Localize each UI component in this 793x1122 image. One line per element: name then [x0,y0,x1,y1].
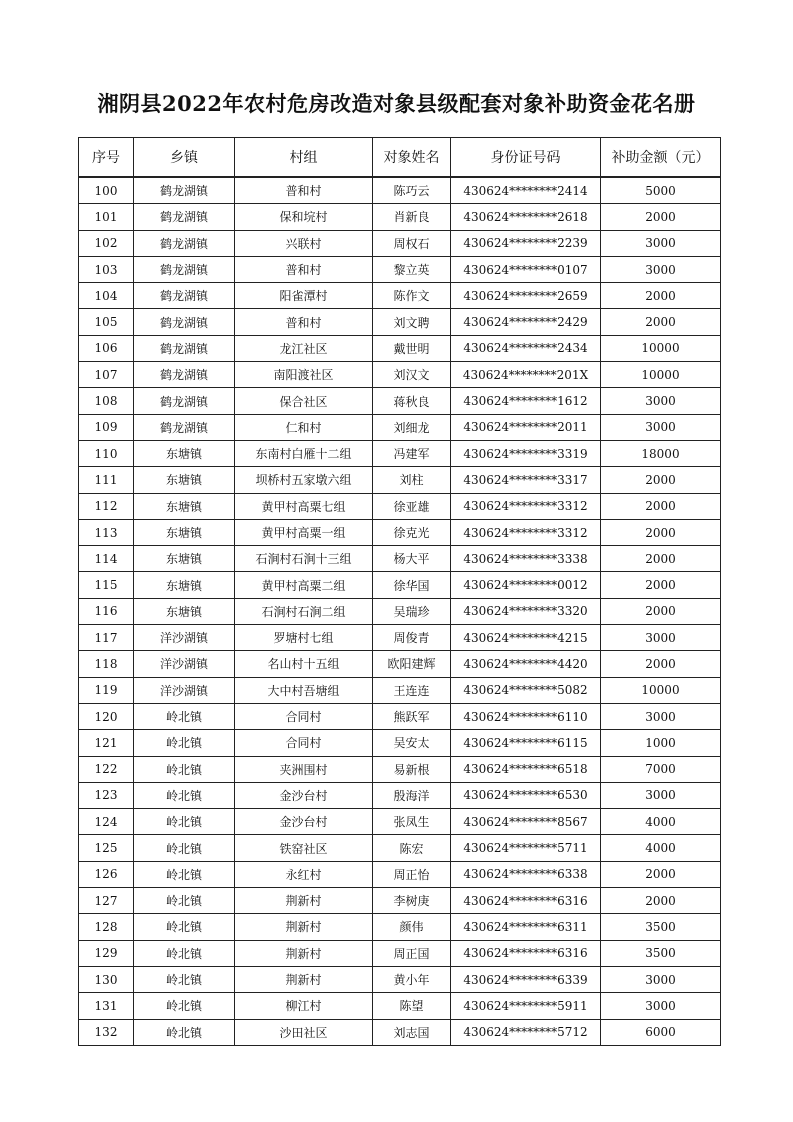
village-group-cell: 金沙台村 [235,782,373,808]
township-cell: 洋沙湖镇 [134,677,235,703]
serial-number-cell: 111 [79,467,134,493]
recipient-name-cell: 戴世明 [373,335,451,361]
id-number-cell: 430624********2429 [451,309,601,335]
township-cell: 东塘镇 [134,572,235,598]
serial-number-cell: 114 [79,546,134,572]
table-row [79,362,721,388]
village-group-cell: 铁窑社区 [235,835,373,861]
id-number-cell: 430624********6530 [451,782,601,808]
table-row [79,861,721,887]
serial-number-cell: 130 [79,966,134,992]
serial-number-cell: 122 [79,756,134,782]
id-number-cell: 430624********4215 [451,625,601,651]
village-group-cell: 龙江社区 [235,335,373,361]
subsidy-amount-cell: 3000 [601,256,721,282]
township-cell: 东塘镇 [134,598,235,624]
recipient-name-cell: 周权石 [373,230,451,256]
recipient-name-cell: 吴安太 [373,730,451,756]
recipient-name-cell: 黎立英 [373,256,451,282]
village-group-cell: 荆新村 [235,966,373,992]
page-title: 湘阴县2022年农村危房改造对象县级配套对象补助资金花名册 [97,91,696,116]
table-row [79,966,721,992]
subsidy-amount-cell: 2000 [601,283,721,309]
subsidy-amount-cell: 3000 [601,625,721,651]
subsidy-amount-cell: 3000 [601,993,721,1019]
table-row [79,335,721,361]
recipient-name-cell: 蒋秋良 [373,388,451,414]
village-group-cell: 南阳渡社区 [235,362,373,388]
subsidy-amount-cell: 18000 [601,440,721,466]
subsidy-amount-cell: 4000 [601,809,721,835]
table-row [79,177,721,204]
header-id-number: 身份证号码 [451,138,601,178]
subsidy-amount-cell: 10000 [601,677,721,703]
township-cell: 鹤龙湖镇 [134,335,235,361]
id-number-cell: 430624********4420 [451,651,601,677]
township-cell: 鹤龙湖镇 [134,388,235,414]
table-row [79,440,721,466]
serial-number-cell: 112 [79,493,134,519]
id-number-cell: 430624********3312 [451,519,601,545]
id-number-cell: 430624********2659 [451,283,601,309]
id-number-cell: 430624********0107 [451,256,601,282]
id-number-cell: 430624********5082 [451,677,601,703]
subsidy-amount-cell: 3000 [601,414,721,440]
header-township: 乡镇 [134,138,235,178]
village-group-cell: 坝桥村五家墩六组 [235,467,373,493]
village-group-cell: 保和垸村 [235,204,373,230]
township-cell: 岭北镇 [134,782,235,808]
table-row [79,572,721,598]
recipient-name-cell: 徐亚雄 [373,493,451,519]
serial-number-cell: 115 [79,572,134,598]
subsidy-amount-cell: 5000 [601,177,721,204]
id-number-cell: 430624********3317 [451,467,601,493]
subsidy-amount-cell: 2000 [601,546,721,572]
id-number-cell: 430624********6115 [451,730,601,756]
subsidy-amount-cell: 3000 [601,782,721,808]
recipient-name-cell: 李树庚 [373,888,451,914]
id-number-cell: 430624********6339 [451,966,601,992]
recipient-name-cell: 肖新良 [373,204,451,230]
header-village-group: 村组 [235,138,373,178]
village-group-cell: 金沙台村 [235,809,373,835]
recipient-name-cell: 熊跃军 [373,703,451,729]
header-row [79,138,721,178]
subsidy-amount-cell: 3000 [601,230,721,256]
subsidy-amount-cell: 3000 [601,703,721,729]
village-group-cell: 黄甲村高粟一组 [235,519,373,545]
township-cell: 岭北镇 [134,809,235,835]
subsidy-amount-cell: 2000 [601,467,721,493]
recipient-name-cell: 刘细龙 [373,414,451,440]
village-group-cell: 合同村 [235,730,373,756]
serial-number-cell: 103 [79,256,134,282]
id-number-cell: 430624********3338 [451,546,601,572]
recipient-name-cell: 陈巧云 [373,177,451,204]
township-cell: 鹤龙湖镇 [134,414,235,440]
id-number-cell: 430624********3312 [451,493,601,519]
village-group-cell: 名山村十五组 [235,651,373,677]
id-number-cell: 430624********5911 [451,993,601,1019]
table-row [79,730,721,756]
table-row [79,888,721,914]
id-number-cell: 430624********2434 [451,335,601,361]
table-row [79,546,721,572]
village-group-cell: 黄甲村高粟二组 [235,572,373,598]
table-row [79,598,721,624]
recipient-name-cell: 刘汉文 [373,362,451,388]
table-row [79,677,721,703]
serial-number-cell: 126 [79,861,134,887]
township-cell: 东塘镇 [134,546,235,572]
id-number-cell: 430624********5712 [451,1019,601,1045]
table-row [79,388,721,414]
township-cell: 东塘镇 [134,519,235,545]
township-cell: 岭北镇 [134,993,235,1019]
table-row [79,493,721,519]
township-cell: 鹤龙湖镇 [134,309,235,335]
township-cell: 鹤龙湖镇 [134,283,235,309]
village-group-cell: 普和村 [235,177,373,204]
subsidy-amount-cell: 10000 [601,335,721,361]
id-number-cell: 430624********6316 [451,940,601,966]
serial-number-cell: 101 [79,204,134,230]
table-row [79,940,721,966]
id-number-cell: 430624********6518 [451,756,601,782]
recipient-name-cell: 黄小年 [373,966,451,992]
village-group-cell: 兴联村 [235,230,373,256]
table-row [79,703,721,729]
table-row [79,914,721,940]
subsidy-amount-cell: 3500 [601,914,721,940]
table-row [79,782,721,808]
village-group-cell: 石涧村石涧十三组 [235,546,373,572]
subsidy-amount-cell: 3000 [601,388,721,414]
id-number-cell: 430624********201X [451,362,601,388]
id-number-cell: 430624********0012 [451,572,601,598]
subsidy-amount-cell: 2000 [601,572,721,598]
serial-number-cell: 127 [79,888,134,914]
serial-number-cell: 110 [79,440,134,466]
id-number-cell: 430624********3320 [451,598,601,624]
serial-number-cell: 107 [79,362,134,388]
subsidy-roster-table [78,137,721,1046]
serial-number-cell: 117 [79,625,134,651]
township-cell: 鹤龙湖镇 [134,204,235,230]
table-header [79,138,721,178]
table-body [79,177,721,1045]
table-row [79,256,721,282]
serial-number-cell: 118 [79,651,134,677]
table-row [79,1019,721,1045]
subsidy-amount-cell: 2000 [601,861,721,887]
table-row [79,519,721,545]
table-row [79,283,721,309]
township-cell: 岭北镇 [134,966,235,992]
village-group-cell: 荆新村 [235,888,373,914]
township-cell: 鹤龙湖镇 [134,256,235,282]
subsidy-amount-cell: 2000 [601,888,721,914]
id-number-cell: 430624********2011 [451,414,601,440]
township-cell: 鹤龙湖镇 [134,230,235,256]
table-row [79,467,721,493]
serial-number-cell: 120 [79,703,134,729]
township-cell: 岭北镇 [134,1019,235,1045]
id-number-cell: 430624********6316 [451,888,601,914]
serial-number-cell: 132 [79,1019,134,1045]
serial-number-cell: 113 [79,519,134,545]
table-row [79,625,721,651]
recipient-name-cell: 颜伟 [373,914,451,940]
table-row [79,835,721,861]
recipient-name-cell: 冯建军 [373,440,451,466]
recipient-name-cell: 陈宏 [373,835,451,861]
village-group-cell: 夹洲围村 [235,756,373,782]
id-number-cell: 430624********8567 [451,809,601,835]
subsidy-amount-cell: 1000 [601,730,721,756]
township-cell: 东塘镇 [134,467,235,493]
township-cell: 岭北镇 [134,730,235,756]
subsidy-amount-cell: 3000 [601,966,721,992]
subsidy-amount-cell: 2000 [601,651,721,677]
serial-number-cell: 108 [79,388,134,414]
village-group-cell: 沙田社区 [235,1019,373,1045]
recipient-name-cell: 徐克光 [373,519,451,545]
serial-number-cell: 123 [79,782,134,808]
recipient-name-cell: 刘志国 [373,1019,451,1045]
serial-number-cell: 106 [79,335,134,361]
recipient-name-cell: 周正国 [373,940,451,966]
subsidy-amount-cell: 2000 [601,493,721,519]
id-number-cell: 430624********2239 [451,230,601,256]
township-cell: 岭北镇 [134,940,235,966]
serial-number-cell: 124 [79,809,134,835]
village-group-cell: 罗塘村七组 [235,625,373,651]
subsidy-amount-cell: 2000 [601,204,721,230]
id-number-cell: 430624********2618 [451,204,601,230]
serial-number-cell: 129 [79,940,134,966]
id-number-cell: 430624********3319 [451,440,601,466]
recipient-name-cell: 欧阳建辉 [373,651,451,677]
id-number-cell: 430624********2414 [451,177,601,204]
township-cell: 东塘镇 [134,493,235,519]
township-cell: 岭北镇 [134,861,235,887]
table-row [79,204,721,230]
header-subsidy-amount: 补助金额（元） [601,138,721,178]
serial-number-cell: 131 [79,993,134,1019]
village-group-cell: 石涧村石涧二组 [235,598,373,624]
id-number-cell: 430624********6110 [451,703,601,729]
header-serial-number: 序号 [79,138,134,178]
recipient-name-cell: 刘文聘 [373,309,451,335]
recipient-name-cell: 殷海洋 [373,782,451,808]
table-row [79,309,721,335]
township-cell: 鹤龙湖镇 [134,177,235,204]
village-group-cell: 仁和村 [235,414,373,440]
subsidy-amount-cell: 4000 [601,835,721,861]
village-group-cell: 大中村吾塘组 [235,677,373,703]
subsidy-amount-cell: 7000 [601,756,721,782]
table-row [79,651,721,677]
table-row [79,230,721,256]
subsidy-amount-cell: 2000 [601,309,721,335]
village-group-cell: 合同村 [235,703,373,729]
serial-number-cell: 102 [79,230,134,256]
table-row [79,414,721,440]
subsidy-amount-cell: 3500 [601,940,721,966]
serial-number-cell: 104 [79,283,134,309]
township-cell: 岭北镇 [134,703,235,729]
serial-number-cell: 100 [79,177,134,204]
id-number-cell: 430624********5711 [451,835,601,861]
id-number-cell: 430624********6311 [451,914,601,940]
township-cell: 岭北镇 [134,756,235,782]
recipient-name-cell: 杨大平 [373,546,451,572]
serial-number-cell: 116 [79,598,134,624]
serial-number-cell: 109 [79,414,134,440]
township-cell: 东塘镇 [134,440,235,466]
subsidy-amount-cell: 2000 [601,519,721,545]
township-cell: 岭北镇 [134,888,235,914]
subsidy-amount-cell: 6000 [601,1019,721,1045]
village-group-cell: 永红村 [235,861,373,887]
village-group-cell: 黄甲村高粟七组 [235,493,373,519]
village-group-cell: 保合社区 [235,388,373,414]
recipient-name-cell: 张凤生 [373,809,451,835]
recipient-name-cell: 陈望 [373,993,451,1019]
recipient-name-cell: 王连连 [373,677,451,703]
recipient-name-cell: 徐华国 [373,572,451,598]
serial-number-cell: 119 [79,677,134,703]
village-group-cell: 荆新村 [235,914,373,940]
table-row [79,809,721,835]
township-cell: 岭北镇 [134,914,235,940]
township-cell: 洋沙湖镇 [134,625,235,651]
table-row [79,993,721,1019]
village-group-cell: 东南村白雁十二组 [235,440,373,466]
recipient-name-cell: 易新根 [373,756,451,782]
township-cell: 洋沙湖镇 [134,651,235,677]
subsidy-amount-cell: 2000 [601,598,721,624]
header-recipient-name: 对象姓名 [373,138,451,178]
village-group-cell: 普和村 [235,256,373,282]
recipient-name-cell: 刘柱 [373,467,451,493]
township-cell: 岭北镇 [134,835,235,861]
serial-number-cell: 105 [79,309,134,335]
village-group-cell: 普和村 [235,309,373,335]
village-group-cell: 荆新村 [235,940,373,966]
serial-number-cell: 121 [79,730,134,756]
serial-number-cell: 128 [79,914,134,940]
township-cell: 鹤龙湖镇 [134,362,235,388]
recipient-name-cell: 吴瑞珍 [373,598,451,624]
recipient-name-cell: 周正怡 [373,861,451,887]
recipient-name-cell: 陈作文 [373,283,451,309]
village-group-cell: 阳雀潭村 [235,283,373,309]
id-number-cell: 430624********6338 [451,861,601,887]
id-number-cell: 430624********1612 [451,388,601,414]
village-group-cell: 柳江村 [235,993,373,1019]
recipient-name-cell: 周俊青 [373,625,451,651]
serial-number-cell: 125 [79,835,134,861]
subsidy-amount-cell: 10000 [601,362,721,388]
table-row [79,756,721,782]
